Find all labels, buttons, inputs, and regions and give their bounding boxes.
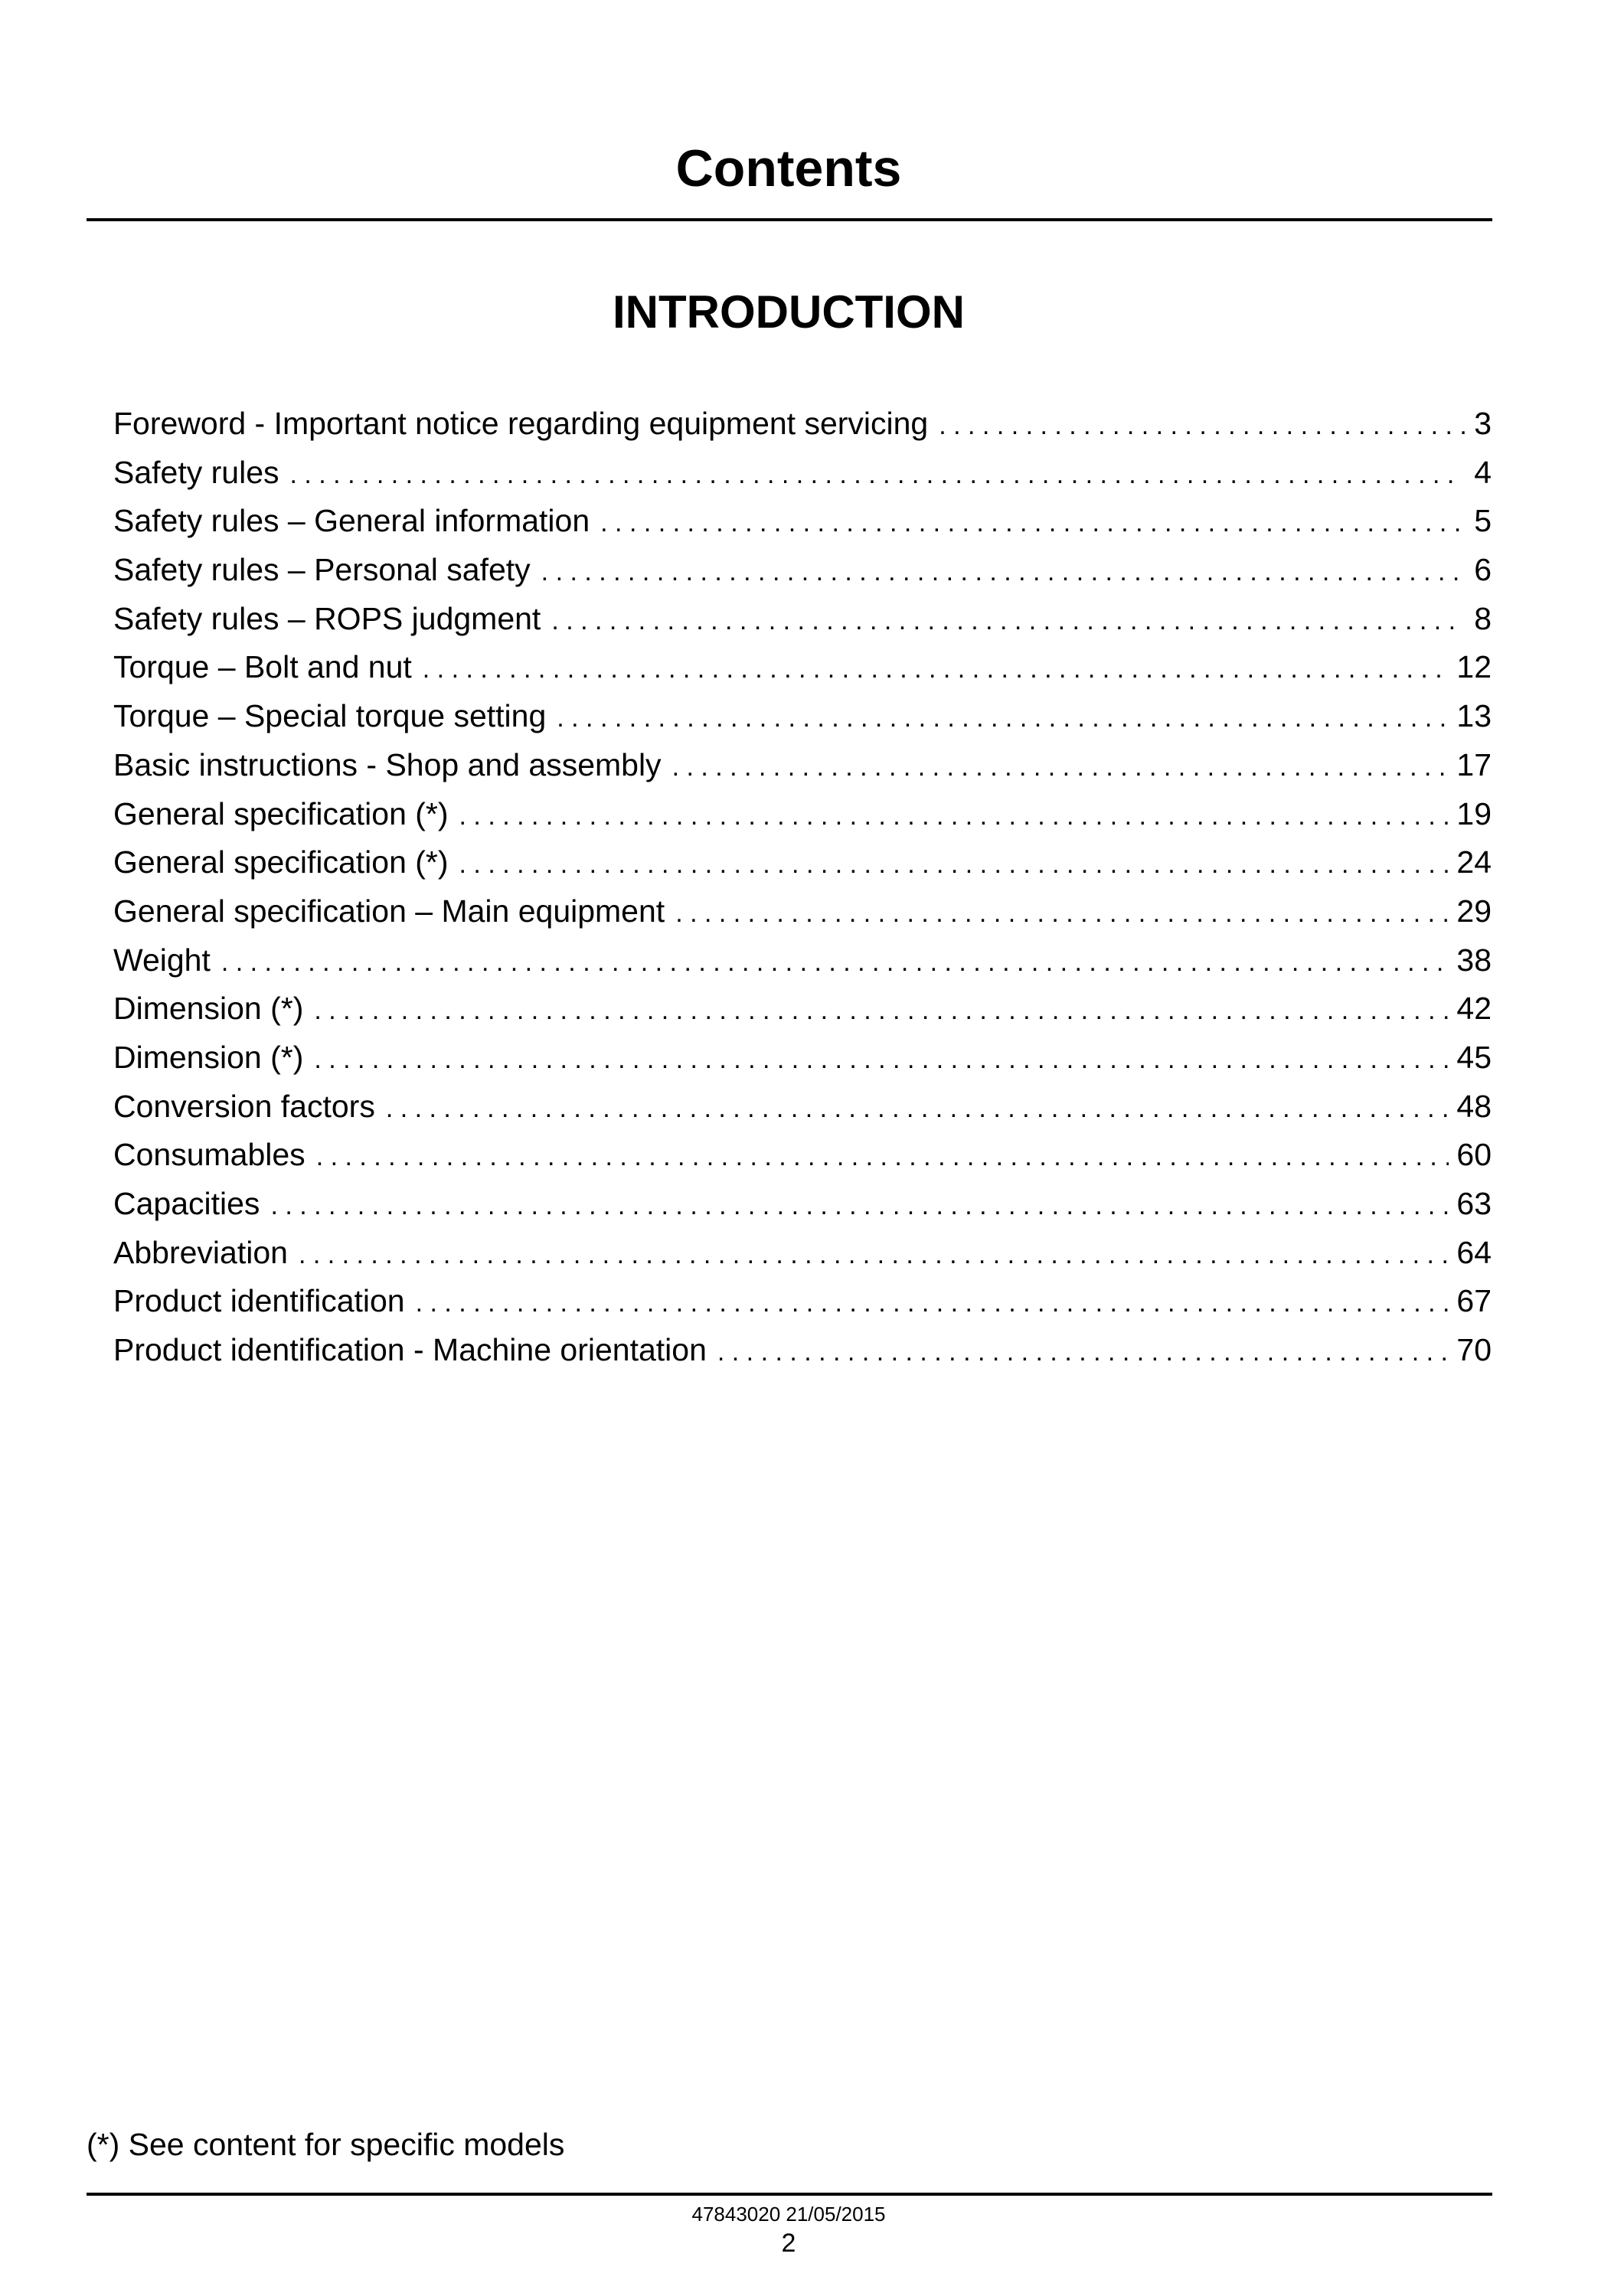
toc-entry[interactable]: [113, 400, 1492, 449]
toc-entry[interactable]: [113, 449, 1492, 498]
toc-entry-page: 63: [1456, 1186, 1492, 1221]
toc-entry[interactable]: [113, 692, 1492, 741]
toc-entry-title: Safety rules – Personal safety: [113, 552, 531, 588]
toc-entry[interactable]: [113, 985, 1492, 1034]
toc-entry-page: 12: [1456, 649, 1492, 685]
toc-entry[interactable]: [113, 887, 1492, 936]
toc-leader-dots: [423, 645, 1449, 694]
toc-entry-page: 24: [1456, 844, 1492, 880]
toc-entry-page: 29: [1456, 893, 1492, 929]
toc-leader-dots: [416, 1279, 1449, 1328]
section-title: INTRODUCTION: [613, 286, 965, 338]
toc-leader-dots: [939, 402, 1466, 451]
toc-entry-page: 38: [1456, 942, 1492, 978]
toc-entry-page: 13: [1456, 698, 1492, 734]
toc-leader-dots: [314, 1036, 1449, 1085]
toc-entry-page: 5: [1474, 503, 1492, 539]
toc-entry-page: 19: [1456, 795, 1492, 831]
toc-entry-page: 4: [1474, 454, 1492, 490]
toc-entry-page: 3: [1474, 406, 1492, 441]
toc-leader-dots: [316, 1133, 1449, 1182]
toc-entry[interactable]: [113, 497, 1492, 546]
toc-entry-page: 48: [1456, 1088, 1492, 1124]
toc-entry[interactable]: [113, 936, 1492, 985]
top-divider: [87, 218, 1492, 221]
toc-entry-title: General specification (*): [113, 844, 449, 880]
toc-entry[interactable]: [113, 1083, 1492, 1132]
toc-entry-page: 45: [1456, 1039, 1492, 1075]
toc-entry-title: Dimension (*): [113, 1039, 304, 1075]
toc-leader-dots: [459, 792, 1449, 841]
page-number: 2: [781, 2229, 796, 2258]
toc-entry-title: General specification (*): [113, 795, 449, 831]
toc-leader-dots: [270, 1182, 1449, 1231]
toc-entry-title: Torque – Special torque setting: [113, 698, 547, 734]
bottom-divider: [87, 2193, 1492, 2196]
toc-entry-title: Foreword - Important notice regarding equipment servicing: [113, 406, 929, 441]
toc-entry-title: Abbreviation: [113, 1234, 288, 1270]
table-of-contents: [113, 400, 1492, 1375]
toc-leader-dots: [557, 694, 1449, 743]
toc-leader-dots: [600, 499, 1462, 548]
toc-entry-title: Safety rules – General information: [113, 503, 590, 539]
toc-entry-title: Conversion factors: [113, 1088, 375, 1124]
toc-leader-dots: [541, 548, 1461, 597]
toc-leader-dots: [314, 987, 1449, 1036]
toc-entry[interactable]: [113, 1277, 1492, 1326]
toc-entry[interactable]: [113, 790, 1492, 839]
toc-entry-page: 67: [1456, 1283, 1492, 1319]
toc-leader-dots: [386, 1085, 1449, 1134]
toc-entry-page: 42: [1456, 991, 1492, 1027]
toc-entry-title: Product identification - Machine orientation: [113, 1332, 707, 1368]
toc-entry-title: Dimension (*): [113, 991, 304, 1027]
toc-entry-title: Basic instructions - Shop and assembly: [113, 746, 662, 782]
toc-entry-title: Weight: [113, 942, 211, 978]
toc-leader-dots: [675, 890, 1449, 939]
toc-entry-page: 60: [1456, 1137, 1492, 1173]
toc-entry-page: 8: [1474, 600, 1492, 636]
toc-entry-title: Safety rules – ROPS judgment: [113, 600, 541, 636]
toc-entry[interactable]: [113, 546, 1492, 595]
toc-entry[interactable]: [113, 595, 1492, 644]
toc-entry-title: Consumables: [113, 1137, 306, 1173]
footnote: (*) See content for specific models: [87, 2127, 565, 2162]
toc-entry[interactable]: [113, 1326, 1492, 1375]
toc-entry-title: Safety rules: [113, 454, 279, 490]
toc-leader-dots: [221, 939, 1449, 988]
toc-entry[interactable]: [113, 741, 1492, 790]
page-title: Contents: [675, 139, 902, 198]
toc-entry-page: 17: [1456, 746, 1492, 782]
toc-leader-dots: [299, 1231, 1449, 1280]
toc-entry-page: 6: [1474, 552, 1492, 588]
toc-entry-title: Capacities: [113, 1186, 260, 1221]
toc-entry[interactable]: [113, 1180, 1492, 1229]
document-id: 47843020 21/05/2015: [691, 2203, 886, 2226]
toc-entry-page: 64: [1456, 1234, 1492, 1270]
toc-leader-dots: [717, 1328, 1449, 1377]
toc-entry-title: Product identification: [113, 1283, 405, 1319]
toc-entry-title: General specification – Main equipment: [113, 893, 665, 929]
toc-leader-dots: [551, 597, 1461, 646]
toc-leader-dots: [290, 451, 1456, 500]
toc-leader-dots: [459, 841, 1449, 890]
toc-leader-dots: [672, 743, 1449, 792]
toc-entry[interactable]: [113, 1229, 1492, 1278]
toc-entry[interactable]: [113, 643, 1492, 692]
toc-entry[interactable]: [113, 1131, 1492, 1180]
toc-entry[interactable]: [113, 1034, 1492, 1083]
toc-entry-page: 70: [1456, 1332, 1492, 1368]
toc-entry-title: Torque – Bolt and nut: [113, 649, 412, 685]
toc-entry[interactable]: [113, 838, 1492, 887]
